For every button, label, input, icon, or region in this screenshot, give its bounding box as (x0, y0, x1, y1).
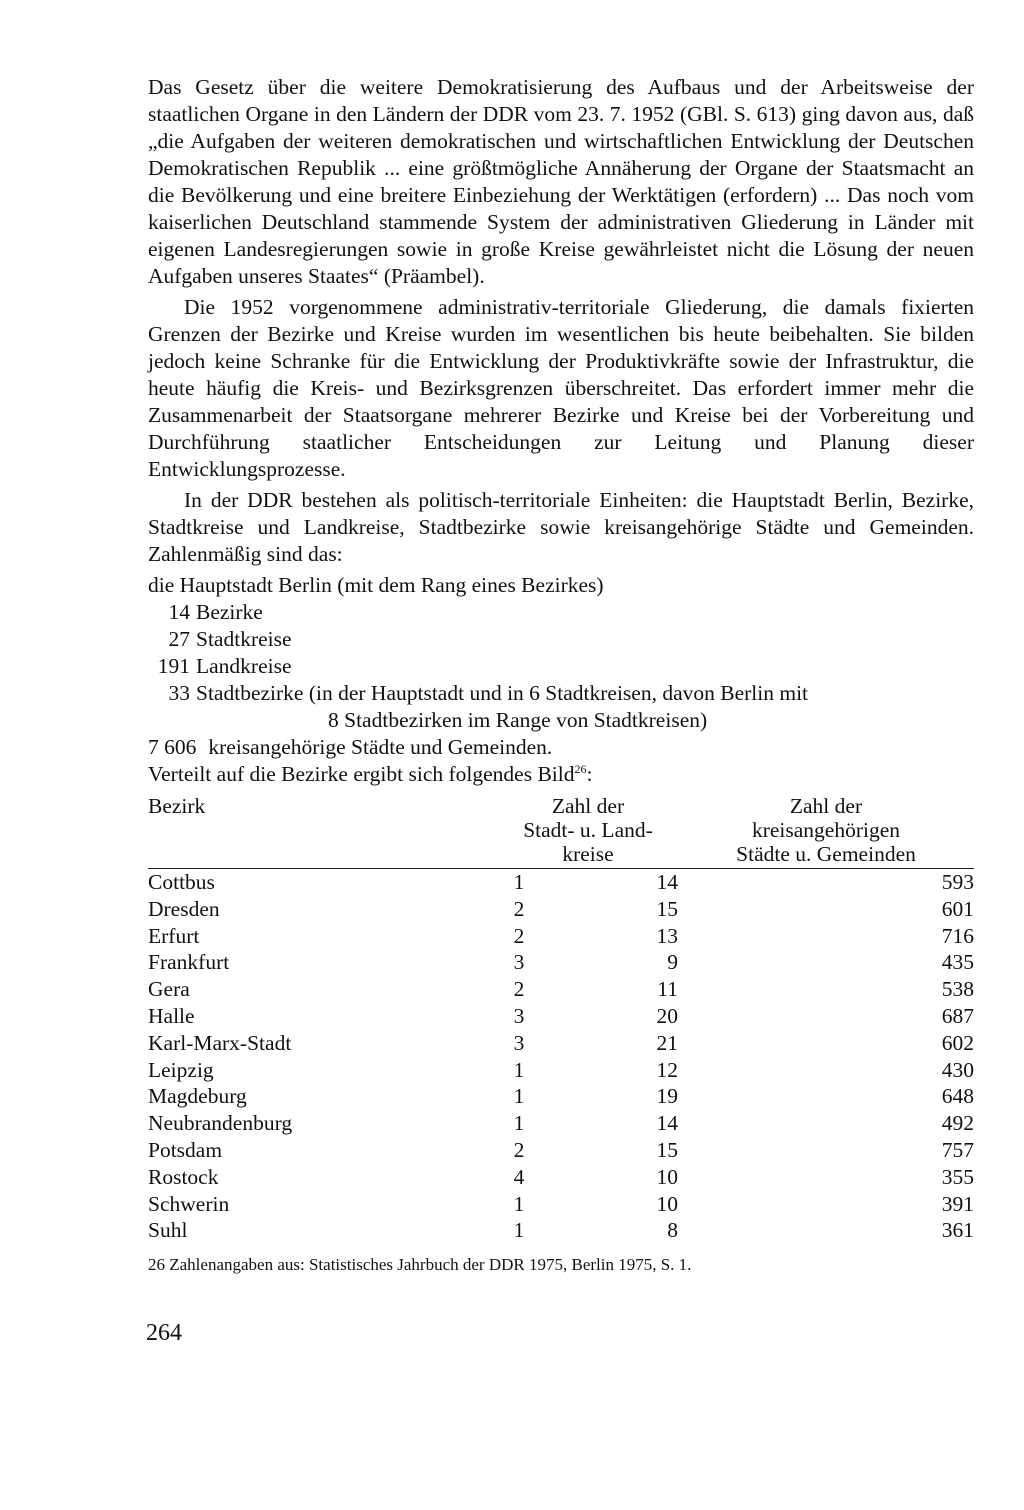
table-row (148, 976, 974, 1003)
cell-bezirk: Rostock (148, 1164, 219, 1189)
cell-gemeinden: 538 (941, 977, 974, 1002)
cell-stadtkreise: 1 (513, 1191, 525, 1216)
cell-landkreise: 15 (656, 1137, 678, 1162)
cell-stadtkreise: 1 (513, 1084, 525, 1109)
count-number: 27 (168, 627, 190, 651)
header-gem-line-1: Zahl der (789, 794, 863, 818)
cell-stadtkreise: 2 (513, 1137, 525, 1162)
paragraph-law-1952: Das Gesetz über die weitere Demokratisierung des Aufbaus und der Arbeitsweise der staatlichen Organe in den Ländern der DDR vom 23. 7. 1952 (GBl. S. 613) ging davon aus, daß „die Aufgaben der weiteren demokratischen und wirtschaftlichen Entwicklung der Deutschen Demokratischen Republik ... eine größtmögliche Annäherung der Organe der Staatsmacht an die Bevölkerung und eine breitere Einbeziehung der Werktätigen (erfordern) ... Das noch vom kaiserlichen Deutschland stammende System der administrativen Gliederung in Länder mit eigenen Landesregierungen sowie in große Kreise gewährleistet nicht die Lösung der neuen Aufgaben unseres Staates“ (Präambel). (148, 75, 974, 288)
cell-landkreise: 20 (656, 1003, 678, 1028)
cell-bezirk: Neubrandenburg (148, 1111, 293, 1136)
cell-gemeinden: 648 (941, 1084, 974, 1109)
count-item (148, 680, 974, 707)
count-number: 14 (168, 600, 190, 624)
cell-bezirk: Magdeburg (148, 1084, 247, 1109)
table-row (148, 1057, 974, 1084)
header-gem-line-2: kreisangehörigen (751, 818, 901, 842)
cell-landkreise: 11 (657, 977, 678, 1002)
count-item (148, 734, 974, 761)
count-number: 191 (157, 654, 190, 678)
count-label: Stadtkreise (196, 627, 292, 651)
cell-bezirk: Schwerin (148, 1191, 230, 1216)
cell-landkreise: 15 (656, 896, 678, 921)
cell-gemeinden: 716 (941, 923, 974, 948)
cell-stadtkreise: 3 (513, 950, 525, 975)
count-label: Landkreise (196, 654, 292, 678)
cell-stadtkreise: 4 (513, 1164, 525, 1189)
cell-gemeinden: 430 (941, 1057, 974, 1082)
capital-line: die Hauptstadt Berlin (mit dem Rang eines Bezirkes) (148, 573, 604, 597)
table-body (148, 869, 974, 1245)
cell-landkreise: 14 (656, 870, 678, 894)
cell-bezirk: Dresden (148, 896, 220, 921)
header-kreise-line-2: Stadt- u. Land- (523, 818, 653, 842)
unit-count-list (148, 599, 974, 761)
cell-gemeinden: 492 (941, 1111, 974, 1136)
table-row (148, 1191, 974, 1218)
footnote-ref: 26 (574, 761, 587, 776)
cell-landkreise: 13 (656, 923, 678, 948)
cell-bezirk: Karl-Marx-Stadt (148, 1030, 292, 1055)
count-label: Bezirke (196, 600, 263, 624)
distribution-intro (148, 761, 974, 788)
cell-stadtkreise: 1 (513, 1218, 525, 1243)
cell-gemeinden: 593 (941, 870, 974, 894)
page-number: 264 (146, 1320, 182, 1346)
table-row (148, 869, 974, 896)
count-continuation-text: 8 Stadtbezirken im Range von Stadtkreisen) (328, 708, 708, 732)
cell-landkreise: 9 (667, 950, 678, 975)
count-number: 7 606 (148, 735, 197, 759)
cell-landkreise: 10 (656, 1164, 678, 1189)
cell-stadtkreise: 2 (513, 923, 525, 948)
footnote: 26 Zahlenangaben aus: Statistisches Jahrbuch der DDR 1975, Berlin 1975, S. 1. (148, 1255, 692, 1275)
count-number: 33 (168, 681, 190, 705)
cell-bezirk: Frankfurt (148, 950, 230, 975)
table-row (148, 923, 974, 950)
cell-gemeinden: 602 (941, 1030, 974, 1055)
cell-stadtkreise: 3 (513, 1003, 525, 1028)
distribution-intro-text: Verteilt auf die Bezirke ergibt sich folgendes Bild (148, 762, 575, 786)
count-continuation (148, 707, 974, 734)
count-label: Stadtbezirke (in der Hauptstadt und in 6 Stadtkreisen, davon Berlin mit (196, 681, 809, 705)
count-item (148, 626, 974, 653)
cell-gemeinden: 435 (941, 950, 974, 975)
table-row (148, 1217, 974, 1244)
paragraph-units: In der DDR bestehen als politisch-territoriale Einheiten: die Hauptstadt Berlin, Bezirke, Stadtkreise und Landkreise, Stadtbezirke sowie kreisangehörige Städte und Gemeinden. Zahlenmäßig sind das: (148, 488, 974, 566)
cell-gemeinden: 355 (941, 1164, 974, 1189)
cell-bezirk: Leipzig (148, 1057, 214, 1082)
table-row (148, 1030, 974, 1057)
cell-gemeinden: 757 (941, 1137, 974, 1162)
bezirke-table (148, 794, 974, 1244)
cell-landkreise: 14 (656, 1111, 678, 1136)
cell-gemeinden: 391 (941, 1191, 974, 1216)
cell-landkreise: 10 (656, 1191, 678, 1216)
cell-bezirk: Cottbus (148, 870, 215, 894)
table-row (148, 1164, 974, 1191)
table-row (148, 1110, 974, 1137)
cell-gemeinden: 601 (941, 896, 974, 921)
cell-landkreise: 12 (656, 1057, 678, 1082)
count-item (148, 653, 974, 680)
table-row (148, 1083, 974, 1110)
cell-bezirk: Erfurt (148, 923, 200, 948)
cell-stadtkreise: 2 (513, 977, 525, 1002)
table-row (148, 896, 974, 923)
table-row (148, 1137, 974, 1164)
cell-bezirk: Halle (148, 1003, 195, 1028)
header-bezirk-label: Bezirk (148, 794, 206, 818)
cell-gemeinden: 687 (941, 1003, 974, 1028)
count-label: kreisangehörige Städte und Gemeinden. (208, 735, 553, 759)
cell-landkreise: 19 (656, 1084, 678, 1109)
header-kreise (498, 794, 678, 869)
table-row (148, 1003, 974, 1030)
cell-landkreise: 8 (667, 1218, 678, 1243)
cell-stadtkreise: 3 (513, 1030, 525, 1055)
header-gem-line-3: Städte u. Gemeinden (736, 842, 916, 866)
cell-landkreise: 21 (656, 1030, 678, 1055)
count-item (148, 599, 974, 626)
cell-bezirk: Gera (148, 977, 190, 1002)
cell-stadtkreise: 1 (513, 870, 525, 894)
header-bezirk (148, 794, 498, 869)
cell-stadtkreise: 2 (513, 896, 525, 921)
cell-bezirk: Potsdam (148, 1137, 223, 1162)
header-kreise-line-1: Zahl der (551, 794, 625, 818)
distribution-colon: : (586, 762, 593, 786)
cell-gemeinden: 361 (941, 1218, 974, 1243)
cell-stadtkreise: 1 (513, 1111, 525, 1136)
paragraph-territorial-structure: Die 1952 vorgenommene administrativ-territoriale Gliederung, die damals fixierten Grenzen der Bezirke und Kreise wurden im wesentlichen bis heute beibehalten. Sie bilden jedoch keine Schranke für die Entwicklung der Produktivkräfte sowie der Infrastruktur, die heute häufig die Kreis- und Bezirksgrenzen überschreitet. Das erfordert immer mehr die Zusammenarbeit der Staatsorgane mehrerer Bezirke und Kreise bei der Vorbereitung und Durchführung staatlicher Entscheidungen zur Leitung und Planung dieser Entwicklungsprozesse. (148, 295, 974, 481)
table-header-row (148, 794, 974, 869)
header-gemeinden (678, 794, 974, 869)
cell-bezirk: Suhl (148, 1218, 188, 1243)
table-row (148, 949, 974, 976)
header-kreise-line-3: kreise (562, 842, 614, 866)
cell-stadtkreise: 1 (513, 1057, 525, 1082)
